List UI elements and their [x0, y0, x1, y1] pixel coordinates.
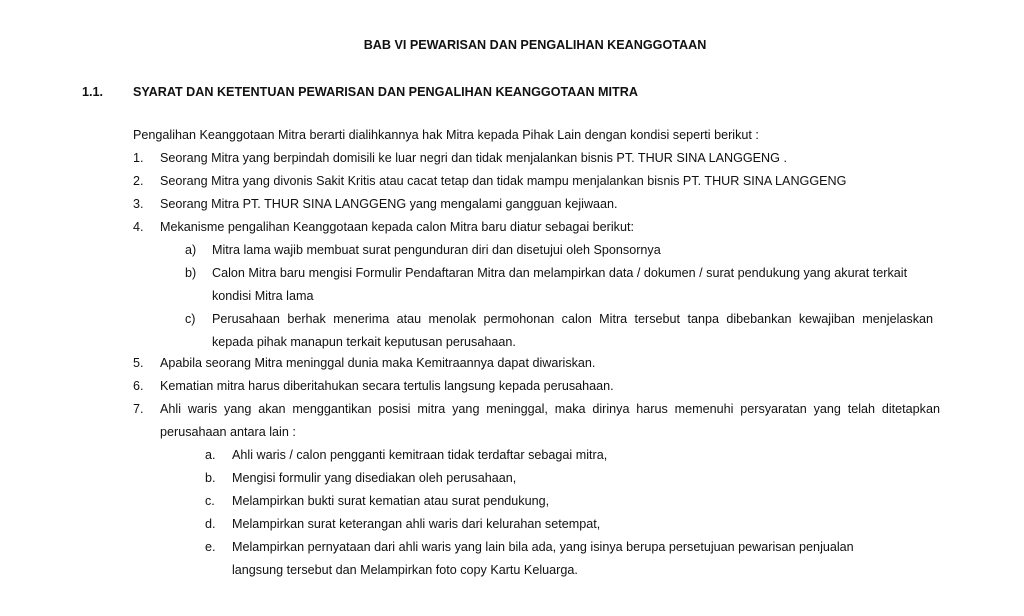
sub-item-text: Melampirkan surat keterangan ahli waris dari kelurahan setempat, — [232, 517, 601, 531]
sub-item-text: Melampirkan bukti surat kematian atau surat pendukung, — [232, 494, 550, 508]
list-item-number: 3. — [133, 197, 144, 211]
list-item-number: 1. — [133, 151, 144, 165]
sub-item-text: Ahli waris / calon pengganti kemitraan tidak terdaftar sebagai mitra, — [232, 448, 608, 462]
sub-item-letter: e. — [205, 540, 216, 554]
sub-item-letter: c) — [185, 312, 196, 326]
sub-item-letter: c. — [205, 494, 215, 508]
intro-paragraph: Pengalihan Keanggotaan Mitra berarti dialihkannya hak Mitra kepada Pihak Lain dengan kondisi seperti berikut : — [133, 128, 759, 142]
sub-item-letter: b) — [185, 266, 197, 280]
sub-item-letter: b. — [205, 471, 216, 485]
list-item-text-continued: perusahaan antara lain : — [160, 425, 296, 439]
list-item-text: Seorang Mitra yang berpindah domisili ke luar negri dan tidak menjalankan bisnis PT. THUR SINA LANGGENG . — [160, 151, 787, 165]
section-number: 1.1. — [82, 85, 104, 99]
list-item-text: Mekanisme pengalihan Keanggotaan kepada calon Mitra baru diatur sebagai berikut: — [160, 220, 634, 234]
sub-item-text: Mengisi formulir yang disediakan oleh perusahaan, — [232, 471, 517, 485]
sub-item-text: Calon Mitra baru mengisi Formulir Pendaftaran Mitra dan melampirkan data / dokumen / surat pendukung yang akurat terkait — [212, 266, 908, 280]
list-item-number: 6. — [133, 379, 144, 393]
list-item-number: 7. — [133, 402, 144, 416]
list-item-number: 2. — [133, 174, 144, 188]
list-item-text: Seorang Mitra yang divonis Sakit Kritis atau cacat tetap dan tidak mampu menjalankan bisnis PT. THUR SINA LANGGENG — [160, 174, 847, 188]
list-item-number: 4. — [133, 220, 144, 234]
sub-item-text: Melampirkan pernyataan dari ahli waris yang lain bila ada, yang isinya berupa persetujuan pewarisan penjualan — [232, 540, 854, 554]
list-item-text: Ahli waris yang akan menggantikan posisi mitra yang meninggal, maka dirinya harus memenuhi persyaratan yang telah ditetapkan — [160, 402, 940, 416]
chapter-title: BAB VI PEWARISAN DAN PENGALIHAN KEANGGOTAAN — [363, 38, 707, 52]
sub-item-letter: a. — [205, 448, 216, 462]
sub-item-text: Perusahaan berhak menerima atau menolak permohonan calon Mitra tersebut tanpa dibebankan kewajiban menjelaskan — [212, 312, 933, 326]
sub-item-text-continued: kepada pihak manapun terkait keputusan perusahaan. — [212, 335, 516, 349]
list-item-number: 5. — [133, 356, 144, 370]
list-item-text: Seorang Mitra PT. THUR SINA LANGGENG yang mengalami gangguan kejiwaan. — [160, 197, 618, 211]
sub-item-letter: d. — [205, 517, 216, 531]
sub-item-letter: a) — [185, 243, 197, 257]
list-item-text: Kematian mitra harus diberitahukan secara tertulis langsung kepada perusahaan. — [160, 379, 614, 393]
sub-item-text-continued: langsung tersebut dan Melampirkan foto copy Kartu Keluarga. — [232, 563, 578, 577]
sub-item-text: Mitra lama wajib membuat surat pengunduran diri dan disetujui oleh Sponsornya — [212, 243, 661, 257]
section-title: SYARAT DAN KETENTUAN PEWARISAN DAN PENGALIHAN KEANGGOTAAN MITRA — [133, 85, 638, 99]
sub-item-text-continued: kondisi Mitra lama — [212, 289, 314, 303]
list-item-text: Apabila seorang Mitra meninggal dunia maka Kemitraannya dapat diwariskan. — [160, 356, 596, 370]
